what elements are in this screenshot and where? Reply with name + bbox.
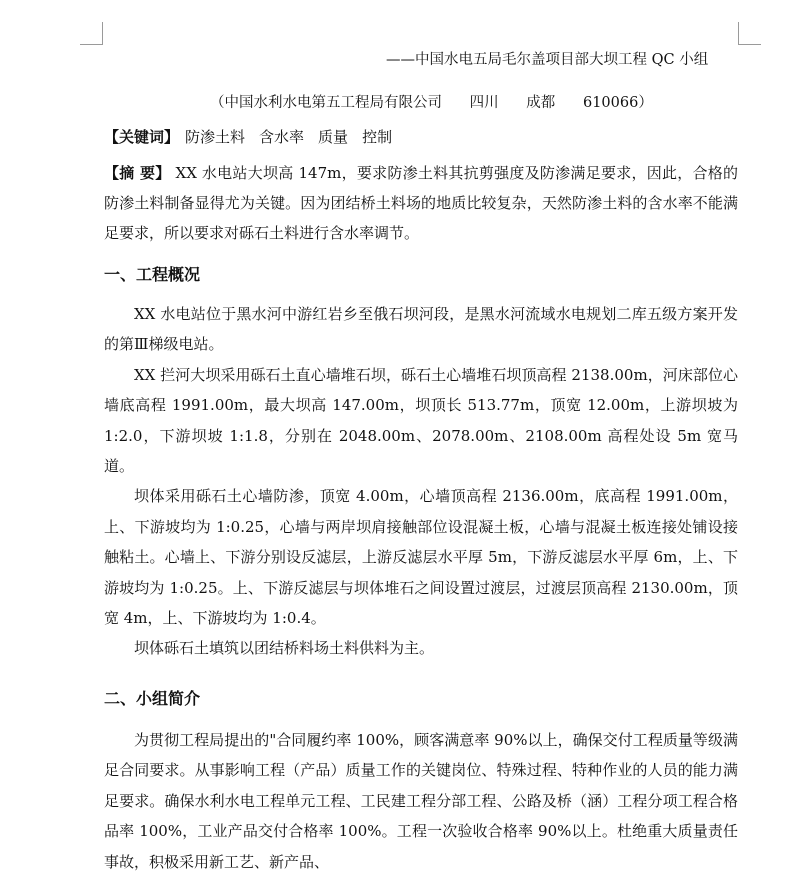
section-heading-team-intro: 二、小组简介 [104,689,201,708]
abstract-paragraph [104,158,738,248]
abstract-text: XX 水电站大坝高 147m，要求防渗土料其抗剪强度及防渗满足要求，因此，合格的防渗土料制备显得尤为关键。因为团结桥土料场的地质比较复杂，天然防渗土料的含水率不能满足要求，所以要求对砾石土料进行含水率调节。 [104,164,738,242]
page-corner-mark-right [738,22,761,45]
keyword-item: 控制 [362,128,393,146]
section-body-overview [104,299,738,664]
page-corner-mark-left [80,22,103,45]
keywords-label: 【关键词】 [104,128,180,146]
author-affiliation: （中国水利水电第五工程局有限公司 四川 成都 610066） [210,95,653,111]
body-paragraph: 坝体砾石土填筑以团结桥料场土料供料为主。 [134,639,435,658]
body-paragraph: XX 水电站位于黑水河中游红岩乡至俄石坝河段，是黑水河流域水电规划二库五级方案开发的第Ⅲ梯级电站。 [104,305,738,354]
body-paragraph: XX 拦河大坝采用砾石土直心墙堆石坝，砾石土心墙堆石坝顶高程 2138.00m，河床部位心墙底高程 1991.00m，最大坝高 147.00m，坝顶长 513.77m，顶宽 12.00m，上游坝坡为 1:2.0，下游坝坡 1:1.8，分别在 2048.00m、2078.00m、2108.00m 高程处设 5m 宽马道。 [104,365,738,476]
keywords-line [104,126,392,147]
keyword-item: 防渗土料 [185,128,246,146]
section-heading-overview: 一、工程概况 [104,265,201,284]
author-signature: ——中国水电五局毛尔盖项目部大坝工程 QC 小组 [386,52,709,68]
body-paragraph: 坝体采用砾石土心墙防渗，顶宽 4.00m，心墙顶高程 2136.00m，底高程 1991.00m，上、下游坡均为 1:0.25，心墙与两岸坝肩接触部位设混凝土板，心墙与混凝土板连接处铺设接触粘土。心墙上、下游分别设反滤层，上游反滤层水平厚 5m，下游反滤层水平厚 6m，上、下游坡均为 1:0.25。上、下游反滤层与坝体堆石之间设置过渡层，过渡层顶高程 2130.00m，顶宽 4m，上、下游坡均为 1:0.4。 [104,487,738,628]
body-paragraph: 为贯彻工程局提出的"合同履约率 100%，顾客满意率 90%以上，确保交付工程质量等级满足合同要求。从事影响工程（产品）质量工作的关键岗位、特殊过程、特种作业的人员的能力满足要求。确保水利水电工程单元工程、工民建工程分部工程、公路及桥（涵）工程分项工程合格品率 100%，工业产品交付合格率 100%。工程一次验收合格率 90%以上。杜绝重大质量责任事故，积极采用新工艺、新产品、 [104,731,738,871]
keyword-item: 质量 [318,128,349,146]
section-body-team-intro [104,725,738,877]
abstract-label: 【摘 要】 [104,164,171,182]
keyword-item: 含水率 [259,128,305,146]
